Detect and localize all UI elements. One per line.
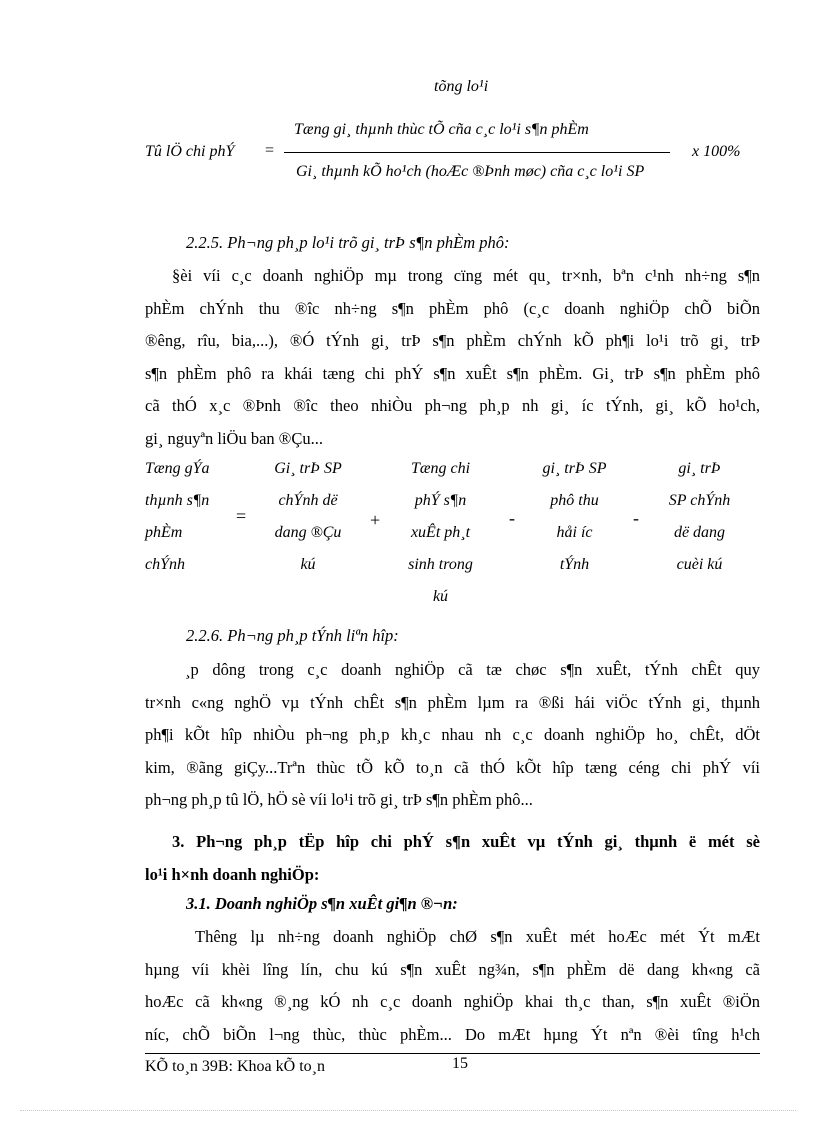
formula-column-period-cost — [393, 453, 488, 613]
paragraph-line: ph¬ng ph¸p tû lÖ, hÖ sè víi lo¹i trõ gi¸ trÞ s¶n phÈm phô... — [145, 790, 533, 809]
formula-term: Gi¸ trÞ SP — [274, 460, 342, 477]
section-heading-3 — [145, 826, 760, 891]
paragraph-line: §èi víi c¸c doanh nghiÖp mµ trong cïng mét qu¸ tr×nh, bªn c¹nh nh÷ng s¶n — [172, 266, 760, 285]
paragraph-line: ¸p dông trong c¸c doanh nghiÖp cã tæ chøc s¶n xuÊt, tÝnh chÊt quy — [185, 660, 760, 679]
formula-operator-plus: + — [370, 510, 381, 530]
formula-term: gi¸ trÞ — [678, 460, 721, 477]
heading-line: lo¹i h×nh doanh nghiÖp: — [145, 864, 320, 884]
ratio-denominator: Gi¸ thµnh kÕ ho¹ch (hoÆc ®Þnh møc) cña c¸c lo¹i SP — [296, 163, 645, 180]
formula-term: chÝnh — [145, 556, 185, 573]
formula-column-total-cost — [145, 453, 225, 581]
paragraph-line: hoÆc cã kh«ng ®¸ng kÓ nh c¸c doanh nghiÖp khai th¸c than, s¶n xuÊt ®iÖn — [145, 992, 760, 1011]
formula-term: chÝnh dë — [278, 492, 338, 509]
ratio-multiplier: x 100% — [692, 143, 741, 160]
paragraph-line: hµng víi khèi lîng lín, chu kú s¶n xuÊt ng¾n, s¶n phÈm dë dang kh«ng cã — [145, 959, 760, 979]
formula-term: sinh trong — [408, 556, 473, 573]
section-3-1-paragraph — [145, 921, 760, 1051]
formula-term: tÝnh — [559, 556, 590, 573]
formula-term: gi¸ trÞ SP — [542, 460, 607, 477]
formula-column-opening-wip — [262, 453, 354, 581]
section-2-2-6-paragraph — [145, 654, 760, 817]
formula-term: Tæng gÝa — [145, 460, 210, 477]
section-heading-2-2-5: 2.2.5. Ph¬ng ph¸p lo¹i trõ gi¸ trÞ s¶n phÈm phô: — [186, 233, 510, 252]
formula-operator-minus: - — [633, 508, 639, 528]
footer-divider — [145, 1053, 760, 1054]
formula-term: håi íc — [556, 524, 593, 541]
formula-term: cuèi kú — [676, 556, 723, 573]
formula-term: kú — [300, 556, 316, 573]
paragraph-line: ph¶i kÕt hîp nhiÒu ph¬ng ph¸p kh¸c nhau nh c¸c doanh nghiÖp ho¸ chÊt, dÖt — [145, 725, 760, 744]
ratio-equals: = — [264, 142, 275, 159]
formula-operator-minus: - — [509, 508, 515, 528]
paragraph-line: Thêng lµ nh÷ng doanh nghiÖp chØ s¶n xuÊt mét hoÆc mét Ýt mÆt — [195, 927, 760, 946]
formula-term: phÝ s¶n — [414, 492, 467, 509]
formula-term: dë dang — [673, 524, 726, 541]
footer-label: KÕ to¸n 39B: Khoa kÕ to¸n — [145, 1058, 325, 1075]
section-heading-2-2-6: 2.2.6. Ph¬ng ph¸p tÝnh liªn hîp: — [186, 626, 399, 645]
formula-term: phÈm — [145, 524, 183, 541]
formula-column-closing-wip — [652, 453, 747, 581]
formula-term: SP chÝnh — [668, 492, 731, 509]
page-edge-divider — [20, 1110, 796, 1111]
section-heading-3-1: 3.1. Doanh nghiÖp s¶n xuÊt gi¶n ®¬n: — [186, 894, 458, 913]
section-2-2-5-paragraph — [145, 260, 760, 455]
formula-column-byproduct-value — [527, 453, 622, 581]
paragraph-line: gi¸ nguyªn liÖu ban ®Çu... — [145, 428, 323, 448]
heading-line: 3. Ph¬ng ph¸p tËp hîp chi phÝ s¶n xuÊt vµ tÝnh gi¸ thµnh ë mét sè — [172, 832, 760, 851]
formula-term: dang ®Çu — [274, 524, 342, 541]
ratio-lhs: Tû lÖ chi phÝ — [145, 143, 235, 160]
formula-term: thµnh s¶n — [145, 492, 210, 509]
paragraph-line: tr×nh c«ng nghÖ vµ tÝnh chÊt s¶n phÈm lµm ra ®ßi hái viÖc tÝnh gi¸ thµnh — [145, 692, 760, 712]
paragraph-line: kim, ®ãng giÇy...Trªn thùc tÕ kÕ to¸n cã thÓ kÕt hîp tæng céng chi phÝ víi — [145, 757, 760, 777]
paragraph-line: cã thÓ x¸c ®Þnh ®îc theo nhiÒu ph¬ng ph¸p nh gi¸ íc tÝnh, gi¸ kÕ ho¹ch, — [145, 396, 760, 415]
formula-operator-equals: = — [236, 506, 247, 526]
paragraph-line: phÈm chÝnh thu ®îc nh÷ng s¶n phÈm phô (c¸c doanh nghiÖp chÕ biÕn — [145, 298, 760, 318]
paragraph-line: níc, chÕ biÕn l¬ng thùc, thùc phÈm... Do mÆt hµng Ýt nªn ®èi tîng h¹ch — [145, 1024, 760, 1044]
formula-term: Tæng chi — [410, 460, 471, 477]
formula-term: phô thu — [550, 492, 599, 509]
formula-label: tõng lo¹i — [434, 78, 489, 95]
formula-term: xuÊt ph¸t — [410, 524, 471, 541]
paragraph-line: s¶n phÈm phô ra khái tæng chi phÝ s¶n xuÊt s¶n phÈm. Gi¸ trÞ s¶n phÈm phô — [145, 363, 760, 383]
fraction-bar — [284, 152, 670, 153]
formula-term: kú — [432, 588, 449, 605]
ratio-numerator: Tæng gi¸ thµnh thùc tÕ cña c¸c lo¹i s¶n phÈm — [294, 121, 589, 138]
paragraph-line: ®êng, rîu, bia,...), ®Ó tÝnh gi¸ trÞ s¶n phÈm chÝnh kÕ ph¶i lo¹i trõ gi¸ trÞ — [145, 331, 760, 350]
page-number: 15 — [452, 1055, 468, 1072]
